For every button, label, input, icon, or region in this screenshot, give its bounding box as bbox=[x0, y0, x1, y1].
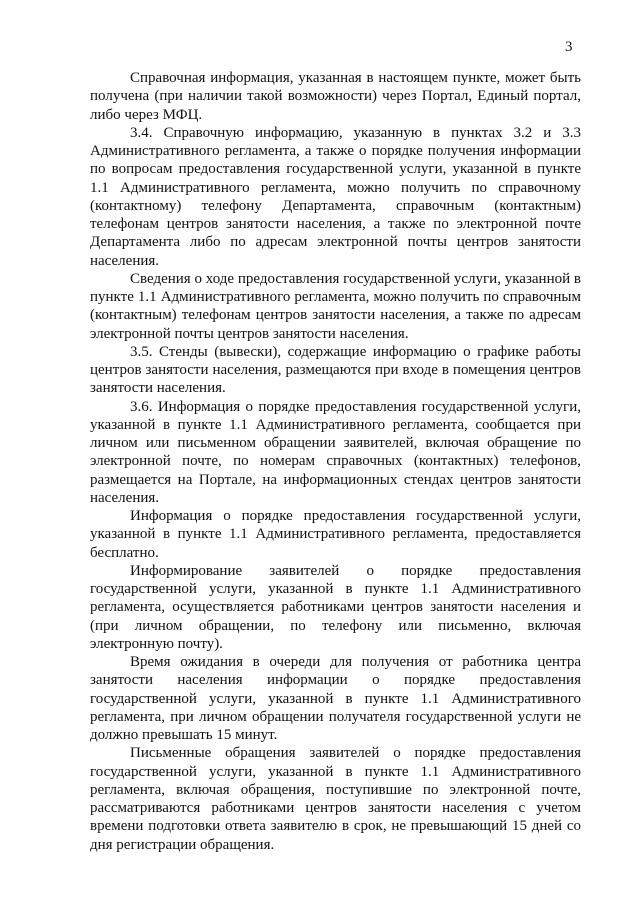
paragraph-free-of-charge: Информация о порядке предоставления государственной услуги, указанной в пункте 1.1 Административного регламента, предоставляется бесплатно. bbox=[90, 508, 581, 561]
paragraph-written-requests: Письменные обращения заявителей о порядке предоставления государственной услуги, указанной в пункте 1.1 Административного регламента, включая обращения, поступившие по электронной почте, рассматриваются работниками центров занятости населения с учетом времени подготовки ответа заявителю в срок, не превышающий 15 дней со дня регистрации обращения. bbox=[90, 745, 581, 853]
paragraph-3-4: 3.4. Справочную информацию, указанную в пунктах 3.2 и 3.3 Административного регламента, а также о порядке получения информации по вопросам предоставления государственной услуги, указанной в пункте 1.1 Административного регламента, можно получить по справочному (контактному) телефону Департамента, справочным (контактным) телефонам центров занятости населения, а также по электронной почте Департамента либо по адресам электронной почты центров занятости населения. bbox=[90, 124, 581, 269]
paragraph-progress-info: Сведения о ходе предоставления государственной услуги, указанной в пункте 1.1 Административного регламента, можно получить по справочным (контактным) телефонам центров занятости населения, а также по адресам электронной почты центров занятости населения. bbox=[90, 270, 581, 342]
page-number: 3 bbox=[565, 39, 573, 55]
paragraph-waiting-time: Время ожидания в очереди для получения от работника центра занятости населения информации о порядке предоставления государственной услуги, указанной в пункте 1.1 Административного регламента, при личном обращении получателя государственной услуги не должно превышать 15 минут. bbox=[90, 654, 581, 743]
paragraph-informing-applicants: Информирование заявителей о порядке предоставления государственной услуги, указанной в пункте 1.1 Административного регламента, осуществляется работниками центров занятости населения и (при личном обращении, по телефону или письменно, включая электронную почту). bbox=[90, 562, 581, 652]
paragraph-reference-info-channels: Справочная информация, указанная в настоящем пункте, может быть получена (при наличии такой возможности) через Портал, Единый портал, либо через МФЦ. bbox=[90, 70, 581, 123]
paragraph-3-5: 3.5. Стенды (вывески), содержащие информацию о графике работы центров занятости населения, размещаются при входе в помещения центров занятости населения. bbox=[90, 343, 581, 397]
paragraph-3-6: 3.6. Информация о порядке предоставления государственной услуги, указанной в пункте 1.1 Административного регламента, сообщается при личном или письменном обращении заявителей, включая обращение по электронной почте, по номерам справочных (контактных) телефонов, размещается на Портале, на информационных стендах центров занятости населения. bbox=[90, 398, 581, 506]
document-body bbox=[90, 69, 581, 854]
